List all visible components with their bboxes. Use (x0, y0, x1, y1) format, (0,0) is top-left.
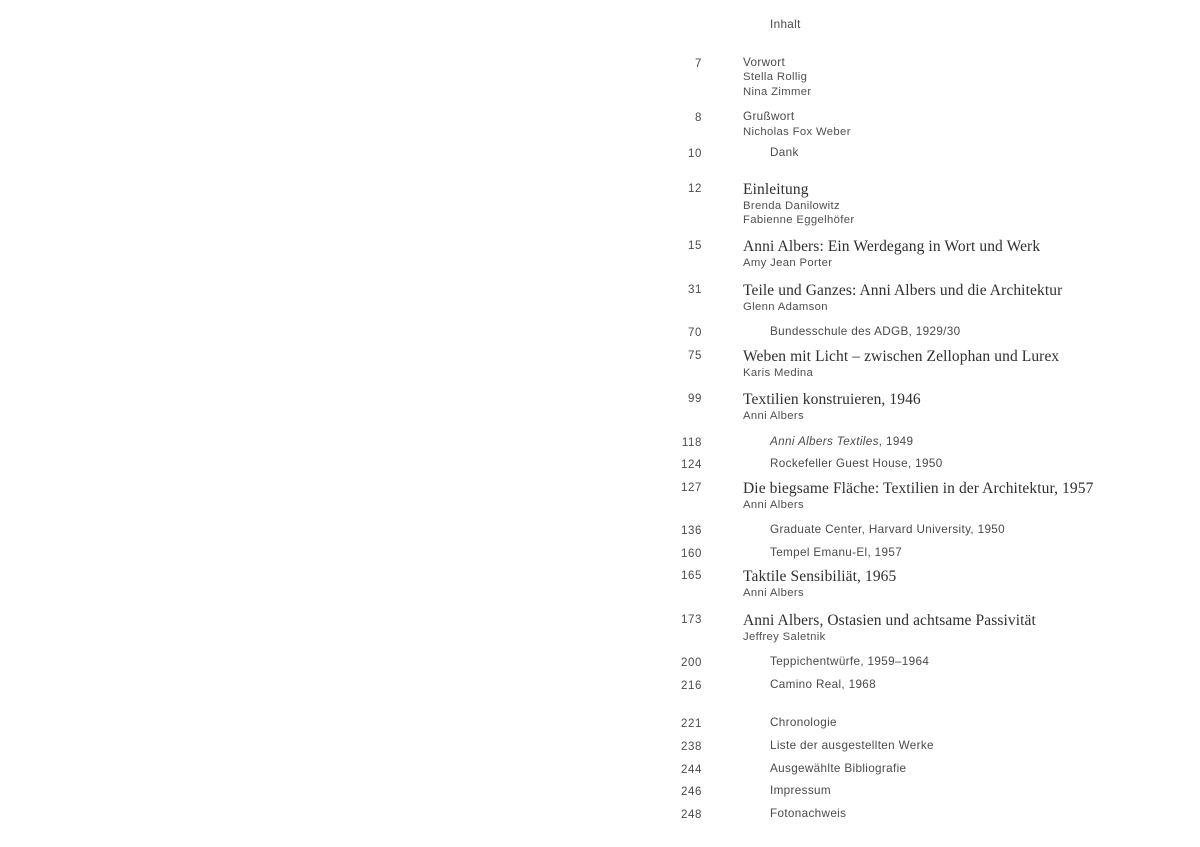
toc-entry-title: Teppichentwürfe, 1959–1964 (770, 655, 930, 669)
toc-entry-author: Glenn Adamson (743, 300, 828, 313)
toc-entry-title: Die biegsame Fläche: Textilien in der Architektur, 1957 (743, 479, 1094, 497)
toc-entry-page: 244 (681, 763, 702, 776)
toc-entry-title: Textilien konstruieren, 1946 (743, 391, 921, 409)
toc-entry-author: Jeffrey Saletnik (743, 630, 826, 643)
toc-entry-title: Weben mit Licht – zwischen Zellophan und Lurex (743, 347, 1060, 365)
toc-entry-title: Vorwort (743, 55, 786, 69)
toc-header-label: Inhalt (770, 18, 801, 31)
toc-entry-title: Graduate Center, Harvard University, 1950 (770, 523, 1006, 537)
toc-subentry[interactable] (640, 655, 1120, 671)
toc-entry-page: 31 (688, 283, 702, 296)
toc-entry-title-italic: Anni Albers Textiles (770, 434, 879, 448)
toc-entry-page: 75 (688, 349, 702, 362)
toc-entry-page: 15 (688, 240, 702, 253)
toc-subentry[interactable] (640, 523, 1120, 539)
toc-entry-title: Taktile Sensibiliät, 1965 (743, 568, 897, 586)
toc-entry-page: 216 (681, 679, 702, 692)
toc-entry-page: 10 (688, 148, 702, 160)
toc-entry[interactable] (640, 181, 1120, 228)
toc-entry-page: 124 (681, 459, 702, 472)
toc-subentry[interactable] (640, 325, 1120, 341)
toc-backmatter-entry[interactable] (640, 762, 1120, 778)
toc-entry-title: Liste der ausgestellten Werke (770, 739, 934, 752)
toc-entry-page: 7 (695, 57, 702, 70)
toc-subentry[interactable] (640, 435, 1120, 451)
toc-entry-title: Einleitung (743, 180, 809, 198)
toc-entry-title: Rockefeller Guest House, 1950 (770, 457, 943, 471)
toc-entry-title: Dank (770, 146, 799, 159)
toc-entry-page: 173 (681, 613, 702, 626)
toc-entry-title: Chronologie (770, 716, 837, 730)
toc-entry[interactable] (640, 612, 1120, 644)
toc-entry-page: 99 (688, 393, 702, 406)
toc-entry-title: Impressum (770, 784, 831, 798)
toc-entry-title (770, 435, 1120, 450)
toc-backmatter-entry[interactable] (640, 807, 1120, 823)
toc-header (640, 18, 1120, 33)
toc-entry-title: Bundesschule des ADGB, 1929/30 (770, 325, 961, 339)
toc-entry-page: 246 (681, 786, 702, 799)
toc-entry-page: 127 (681, 481, 702, 494)
toc-entry-page: 12 (688, 182, 702, 195)
toc-entry-page: 200 (681, 657, 702, 670)
toc-entry-page: 136 (681, 525, 702, 538)
toc-entry-author: Anni Albers (743, 410, 804, 423)
toc-entry-title-rest: , 1949 (878, 434, 914, 448)
toc-entry-author: Anni Albers (743, 587, 804, 600)
toc-entry-author: Amy Jean Porter (743, 257, 833, 270)
toc-header-page (640, 18, 702, 19)
toc-entry-title: Grußwort (743, 110, 795, 123)
toc-subentry[interactable] (640, 546, 1120, 562)
toc-entry[interactable] (640, 568, 1120, 600)
toc-entry-author: Brenda Danilowitz (743, 199, 840, 212)
toc-entry-page: 165 (681, 570, 702, 583)
toc-entry-page: 70 (688, 327, 702, 340)
toc-entry[interactable] (640, 348, 1120, 380)
toc-entry-author: Nina Zimmer (743, 85, 812, 98)
toc-entry-page: 8 (695, 112, 702, 124)
toc-entry-author: Stella Rollig (743, 71, 808, 84)
toc-entry-page: 118 (681, 436, 702, 449)
toc-entry[interactable] (640, 146, 1120, 162)
toc-entry-author: Nicholas Fox Weber (743, 125, 851, 138)
toc-entry-title: Ausgewählte Bibliografie (770, 761, 907, 775)
toc-entry-title: Anni Albers: Ein Werdegang in Wort und Werk (743, 238, 1041, 256)
toc-entry-page: 238 (681, 741, 702, 753)
toc-entry-title: Teile und Ganzes: Anni Albers und die Architektur (743, 281, 1063, 299)
toc-entry-title: Tempel Emanu-El, 1957 (770, 545, 903, 559)
toc-entry-author: Anni Albers (743, 498, 804, 511)
toc-entry-title: Fotonachweis (770, 806, 847, 820)
toc-entry[interactable] (640, 391, 1120, 423)
toc-subentry[interactable] (640, 678, 1120, 694)
toc-entry[interactable] (640, 56, 1120, 99)
toc-entry-page: 221 (681, 718, 702, 731)
toc-entry-page: 160 (681, 547, 702, 560)
toc-backmatter-entry[interactable] (640, 784, 1120, 800)
toc-entry-author: Karis Medina (743, 366, 814, 379)
toc-backmatter-entry[interactable] (640, 739, 1120, 755)
toc-subentry[interactable] (640, 457, 1120, 473)
toc-entry-title: Anni Albers, Ostasien und achtsame Passivität (743, 611, 1036, 629)
table-of-contents (640, 18, 1120, 822)
toc-entry[interactable] (640, 480, 1120, 512)
toc-backmatter-entry[interactable] (640, 716, 1120, 732)
toc-entry-author: Fabienne Eggelhöfer (743, 214, 855, 226)
toc-entry[interactable] (640, 282, 1120, 314)
toc-entry[interactable] (640, 110, 1120, 139)
toc-entry-title: Camino Real, 1968 (770, 677, 877, 691)
toc-entry[interactable] (640, 238, 1120, 270)
toc-entry-page: 248 (681, 808, 702, 821)
